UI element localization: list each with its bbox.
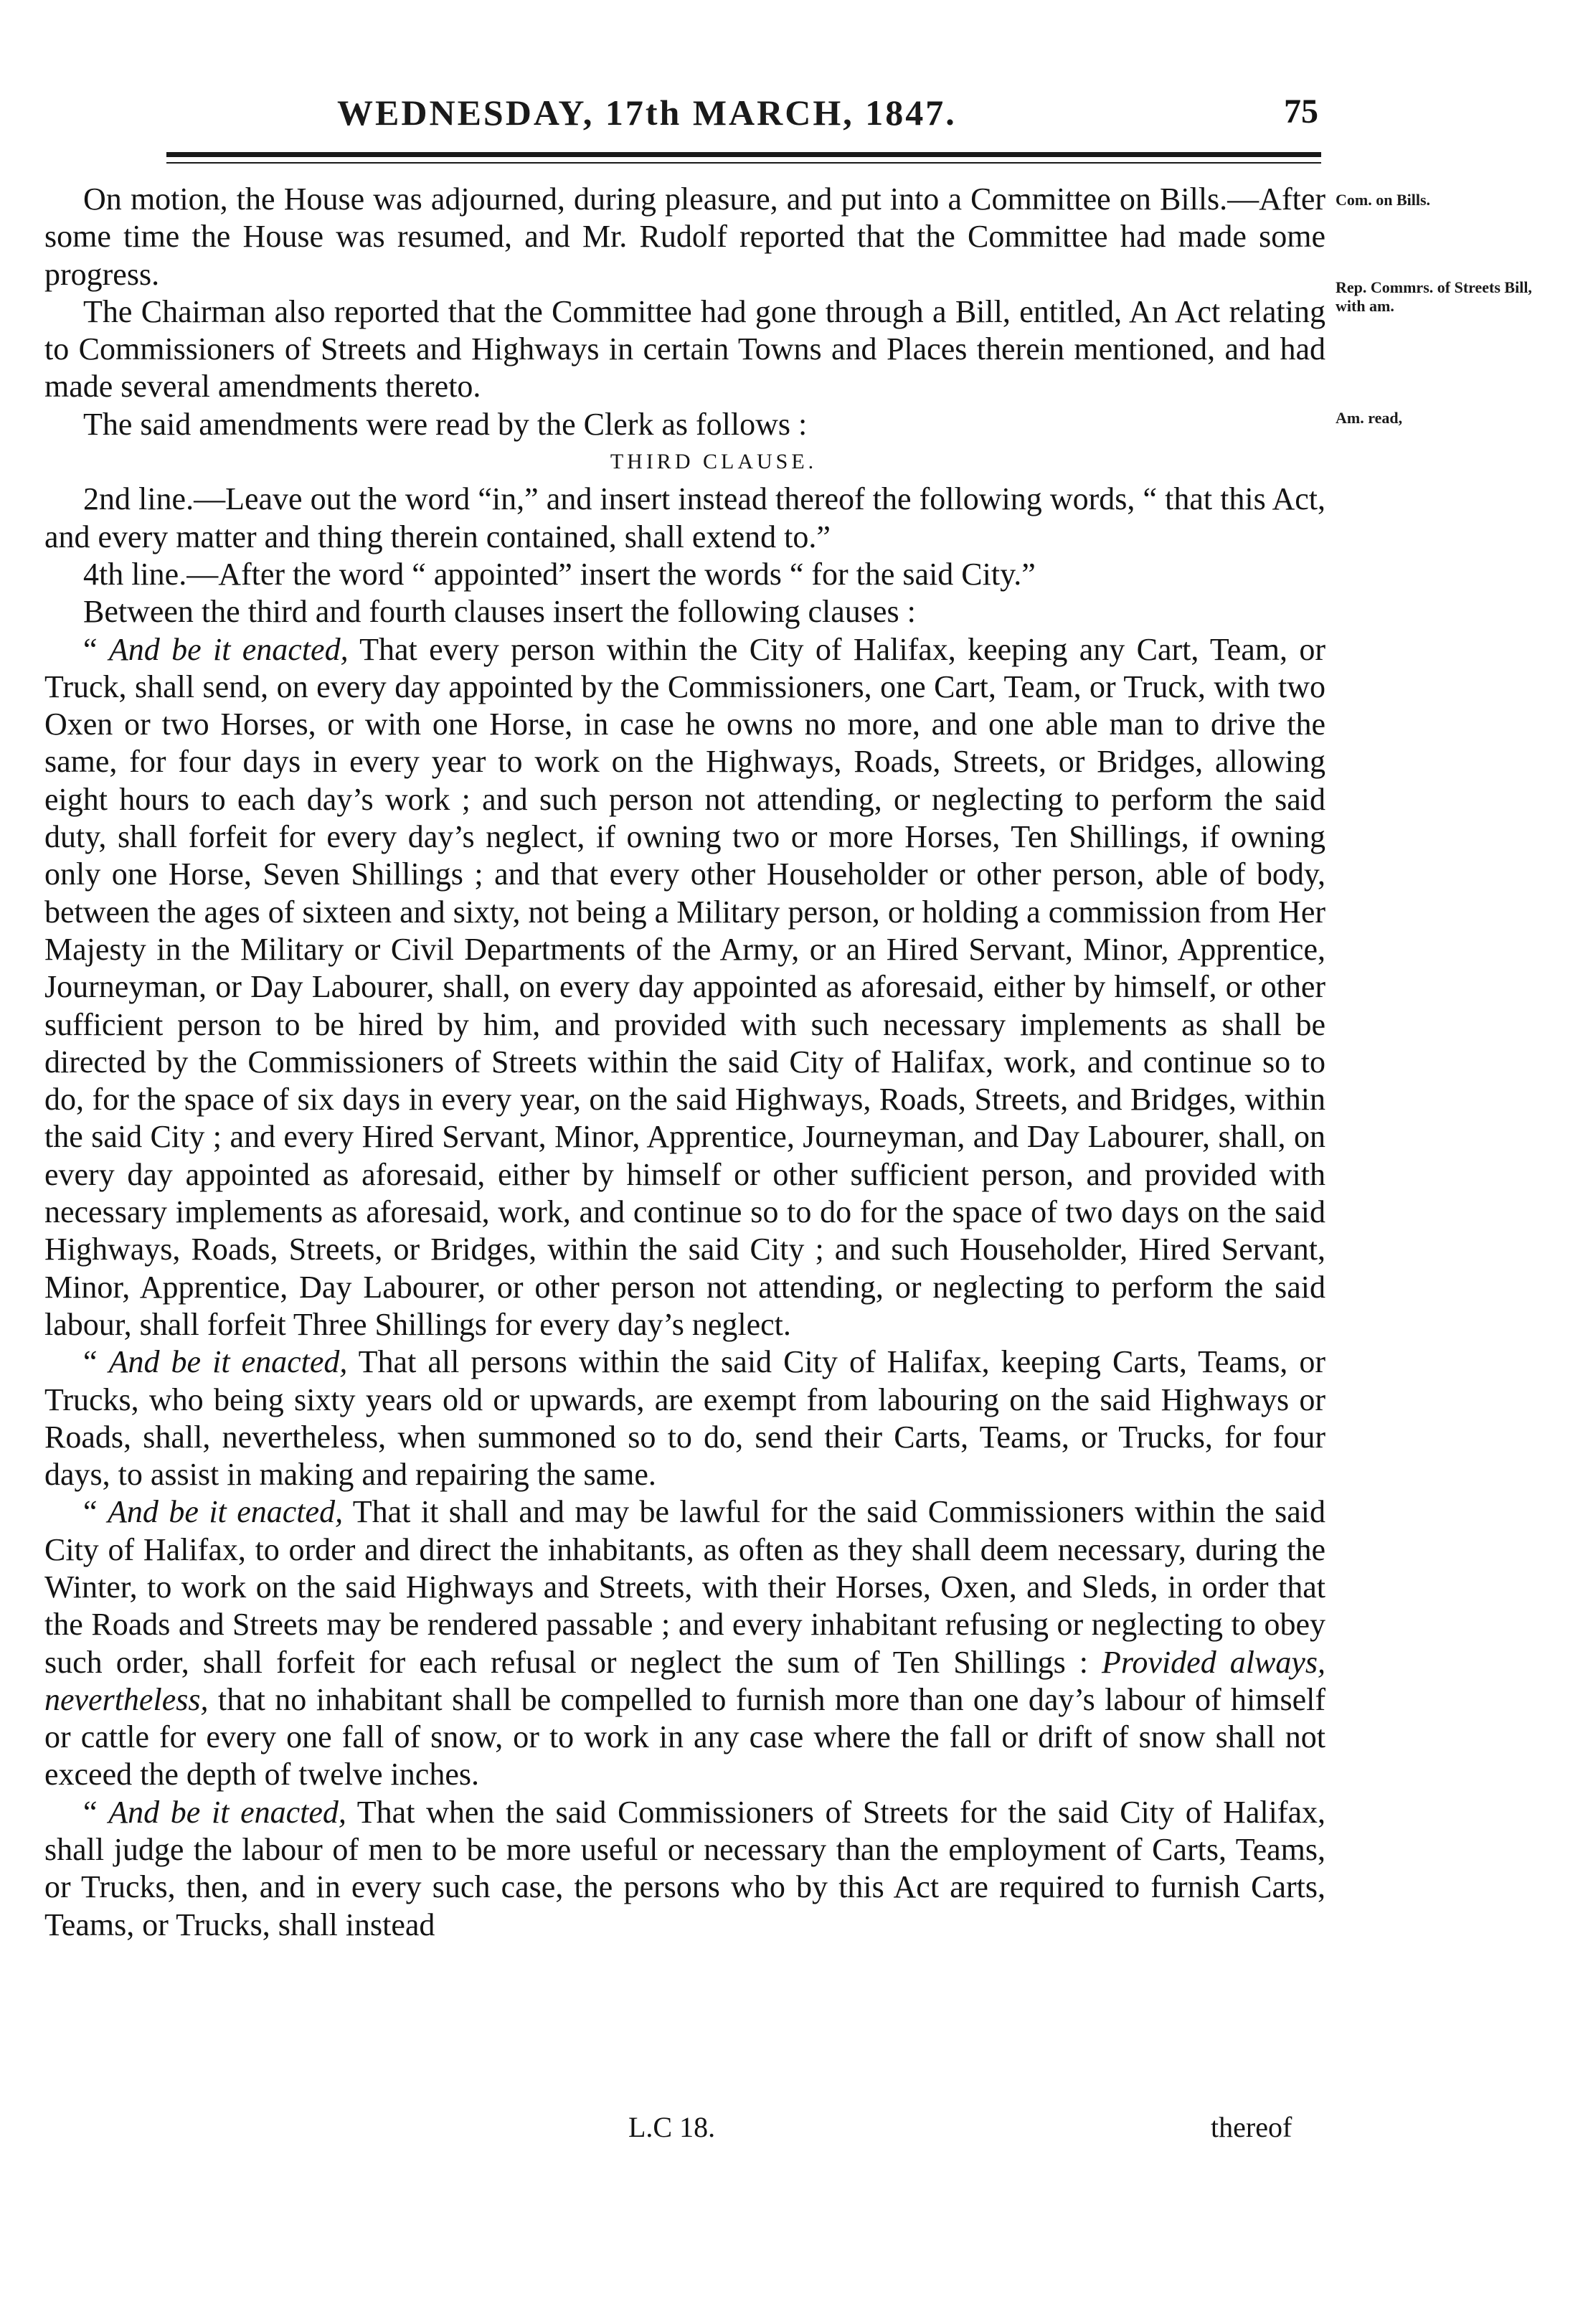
paragraph-chairman-report: The Chairman also reported that the Committee had gone through a Bill, entitled, An Act relating to Commissioners of Streets and Highways in certain Towns and Places therein mentioned, and had made several amendments thereto.	[44, 293, 1325, 405]
paragraph-clause-exemption	[44, 1343, 1325, 1493]
paragraph-amendment-fourth-line: 4th line.—After the word “ appointed” insert the words “ for the said City.”	[83, 556, 1036, 592]
page-number: 75	[1284, 93, 1318, 131]
paragraph-adjournment: On motion, the House was adjourned, during pleasure, and put into a Committee on Bills.—After some time the House was resumed, and Mr. Rudolf reported that the Committee had made some progress.	[44, 181, 1325, 292]
enacting-words: And be it enacted,	[108, 1344, 348, 1380]
paragraph-clause-winter-work	[44, 1493, 1325, 1793]
open-quote: “	[83, 1344, 109, 1380]
margin-note-report-streets-bill: Rep. Commrs. of Streets Bill, with am.	[1336, 278, 1532, 315]
paragraph-clause-labour-of-men	[44, 1794, 1325, 1944]
enacting-words: And be it enacted,	[108, 1794, 346, 1830]
catchword: thereof	[1211, 2111, 1292, 2143]
clause-text: That when the said Commissioners of Streets for the said City of Halifax, shall judge the labour of men to be more useful or necessary than the employment of Carts, Teams, or Trucks, then, and in every such case, the persons who by this Act are required to furnish Carts, Teams, or Trucks, shall instead	[44, 1794, 1326, 1942]
signature-mark: L.C 18.	[628, 2111, 716, 2143]
clause-heading: THIRD CLAUSE.	[610, 450, 818, 474]
margin-note-committee-on-bills: Com. on Bills.	[1336, 191, 1431, 209]
page-header	[0, 85, 1588, 142]
paragraph-amendments-read: The said amendments were read by the Clerk as follows :	[83, 406, 808, 442]
open-quote: “	[83, 1794, 109, 1830]
open-quote: “	[83, 1494, 108, 1530]
running-head: WEDNESDAY, 17th MARCH, 1847.	[337, 93, 957, 133]
enacting-words: And be it enacted,	[108, 1494, 344, 1530]
clause-text-continued: that no inhabitant shall be compelled to furnish more than one day’s labour of himself or cattle for every one fall of snow, or to work in any case where the fall or drift of snow shall not exceed the depth of twelve inches.	[44, 1681, 1325, 1792]
paragraph-clause-statute-labour	[44, 631, 1325, 1344]
paragraph-amendment-second-line: 2nd line.—Leave out the word “in,” and insert instead thereof the following words, “ that this Act, and every matter and thing therein contained, shall extend to.”	[44, 481, 1325, 554]
paragraph-insert-clauses: Between the third and fourth clauses insert the following clauses :	[83, 594, 916, 630]
margin-note-amendments-read: Am. read,	[1336, 409, 1403, 427]
enacting-words: And be it enacted,	[108, 631, 349, 667]
header-rule-thin	[166, 162, 1321, 164]
header-rule-thick	[166, 152, 1321, 157]
clause-text: That all persons within the said City of Halifax, keeping Carts, Teams, or Trucks, who being sixty years old or upwards, are exempt from labouring on the said Highways or Roads, shall, nevertheless, when summoned so to do, send their Carts, Teams, or Trucks, for four days, to assist in making and repairing the same.	[44, 1344, 1326, 1493]
clause-text: That every person within the City of Halifax, keeping any Cart, Team, or Truck, shall send, on every day appointed by the Commissioners, one Cart, Team, or Truck, with two Oxen or two Horses, or with one Horse, in case he owns no more, and one able man to drive the same, for four days in every year to work on the Highways, Roads, Streets, or Bridges, allowing eight hours to each day’s work ; and such person not attending, or neglecting to perform the said duty, shall forfeit for every day’s neglect, if owning two or more Horses, Ten Shillings, if owning only one Horse, Seven Shillings ; and that every other Householder or other person, able of body, between the ages of sixteen and sixty, not being a Military person, or holding a commission from Her Majesty in the Military or Civil Departments of the Army, or an Hired Servant, Minor, Apprentice, Journeyman, or Day Labourer, shall, on every day appointed as aforesaid, either by himself, or other sufficient person to be hired by him, and provided with such necessary implements as shall be directed by the Commissioners of Streets within the said City of Halifax, work, and continue so to do, for the space of six days in every year, on the said Highways, Roads, Streets, and Bridges, within the said City ; and every Hired Servant, Minor, Apprentice, Journeyman, and Day Labourer, shall, on every day appointed as aforesaid, either by himself or other sufficient person, and provided with necessary implements as aforesaid, work, and continue so to do for the space of two days on the said Highways, Roads, Streets, or Bridges, within the said City ; and such Householder, Hired Servant, Minor, Apprentice, Day Labourer, or other person not attending, or neglecting to perform the said labour, shall forfeit Three Shillings for every day’s neglect.	[44, 631, 1325, 1342]
journal-body	[44, 181, 1325, 1944]
clause-text: That it shall and may be lawful for the said Commissioners within the said City of Halifax, to order and direct the inhabitants, as often as they shall deem necessary, during the Winter, to work on the said Highways and Streets, with their Horses, Oxen, and Sleds, in order that the Roads and Streets may be rendered passable ; and every inhabitant refusing or neglecting to obey such order, shall forfeit for each refusal or neglect the sum of Ten Shillings :	[44, 1494, 1326, 1680]
open-quote: “	[83, 631, 109, 667]
proviso-words: Provided always, nevertheless,	[44, 1644, 1325, 1717]
